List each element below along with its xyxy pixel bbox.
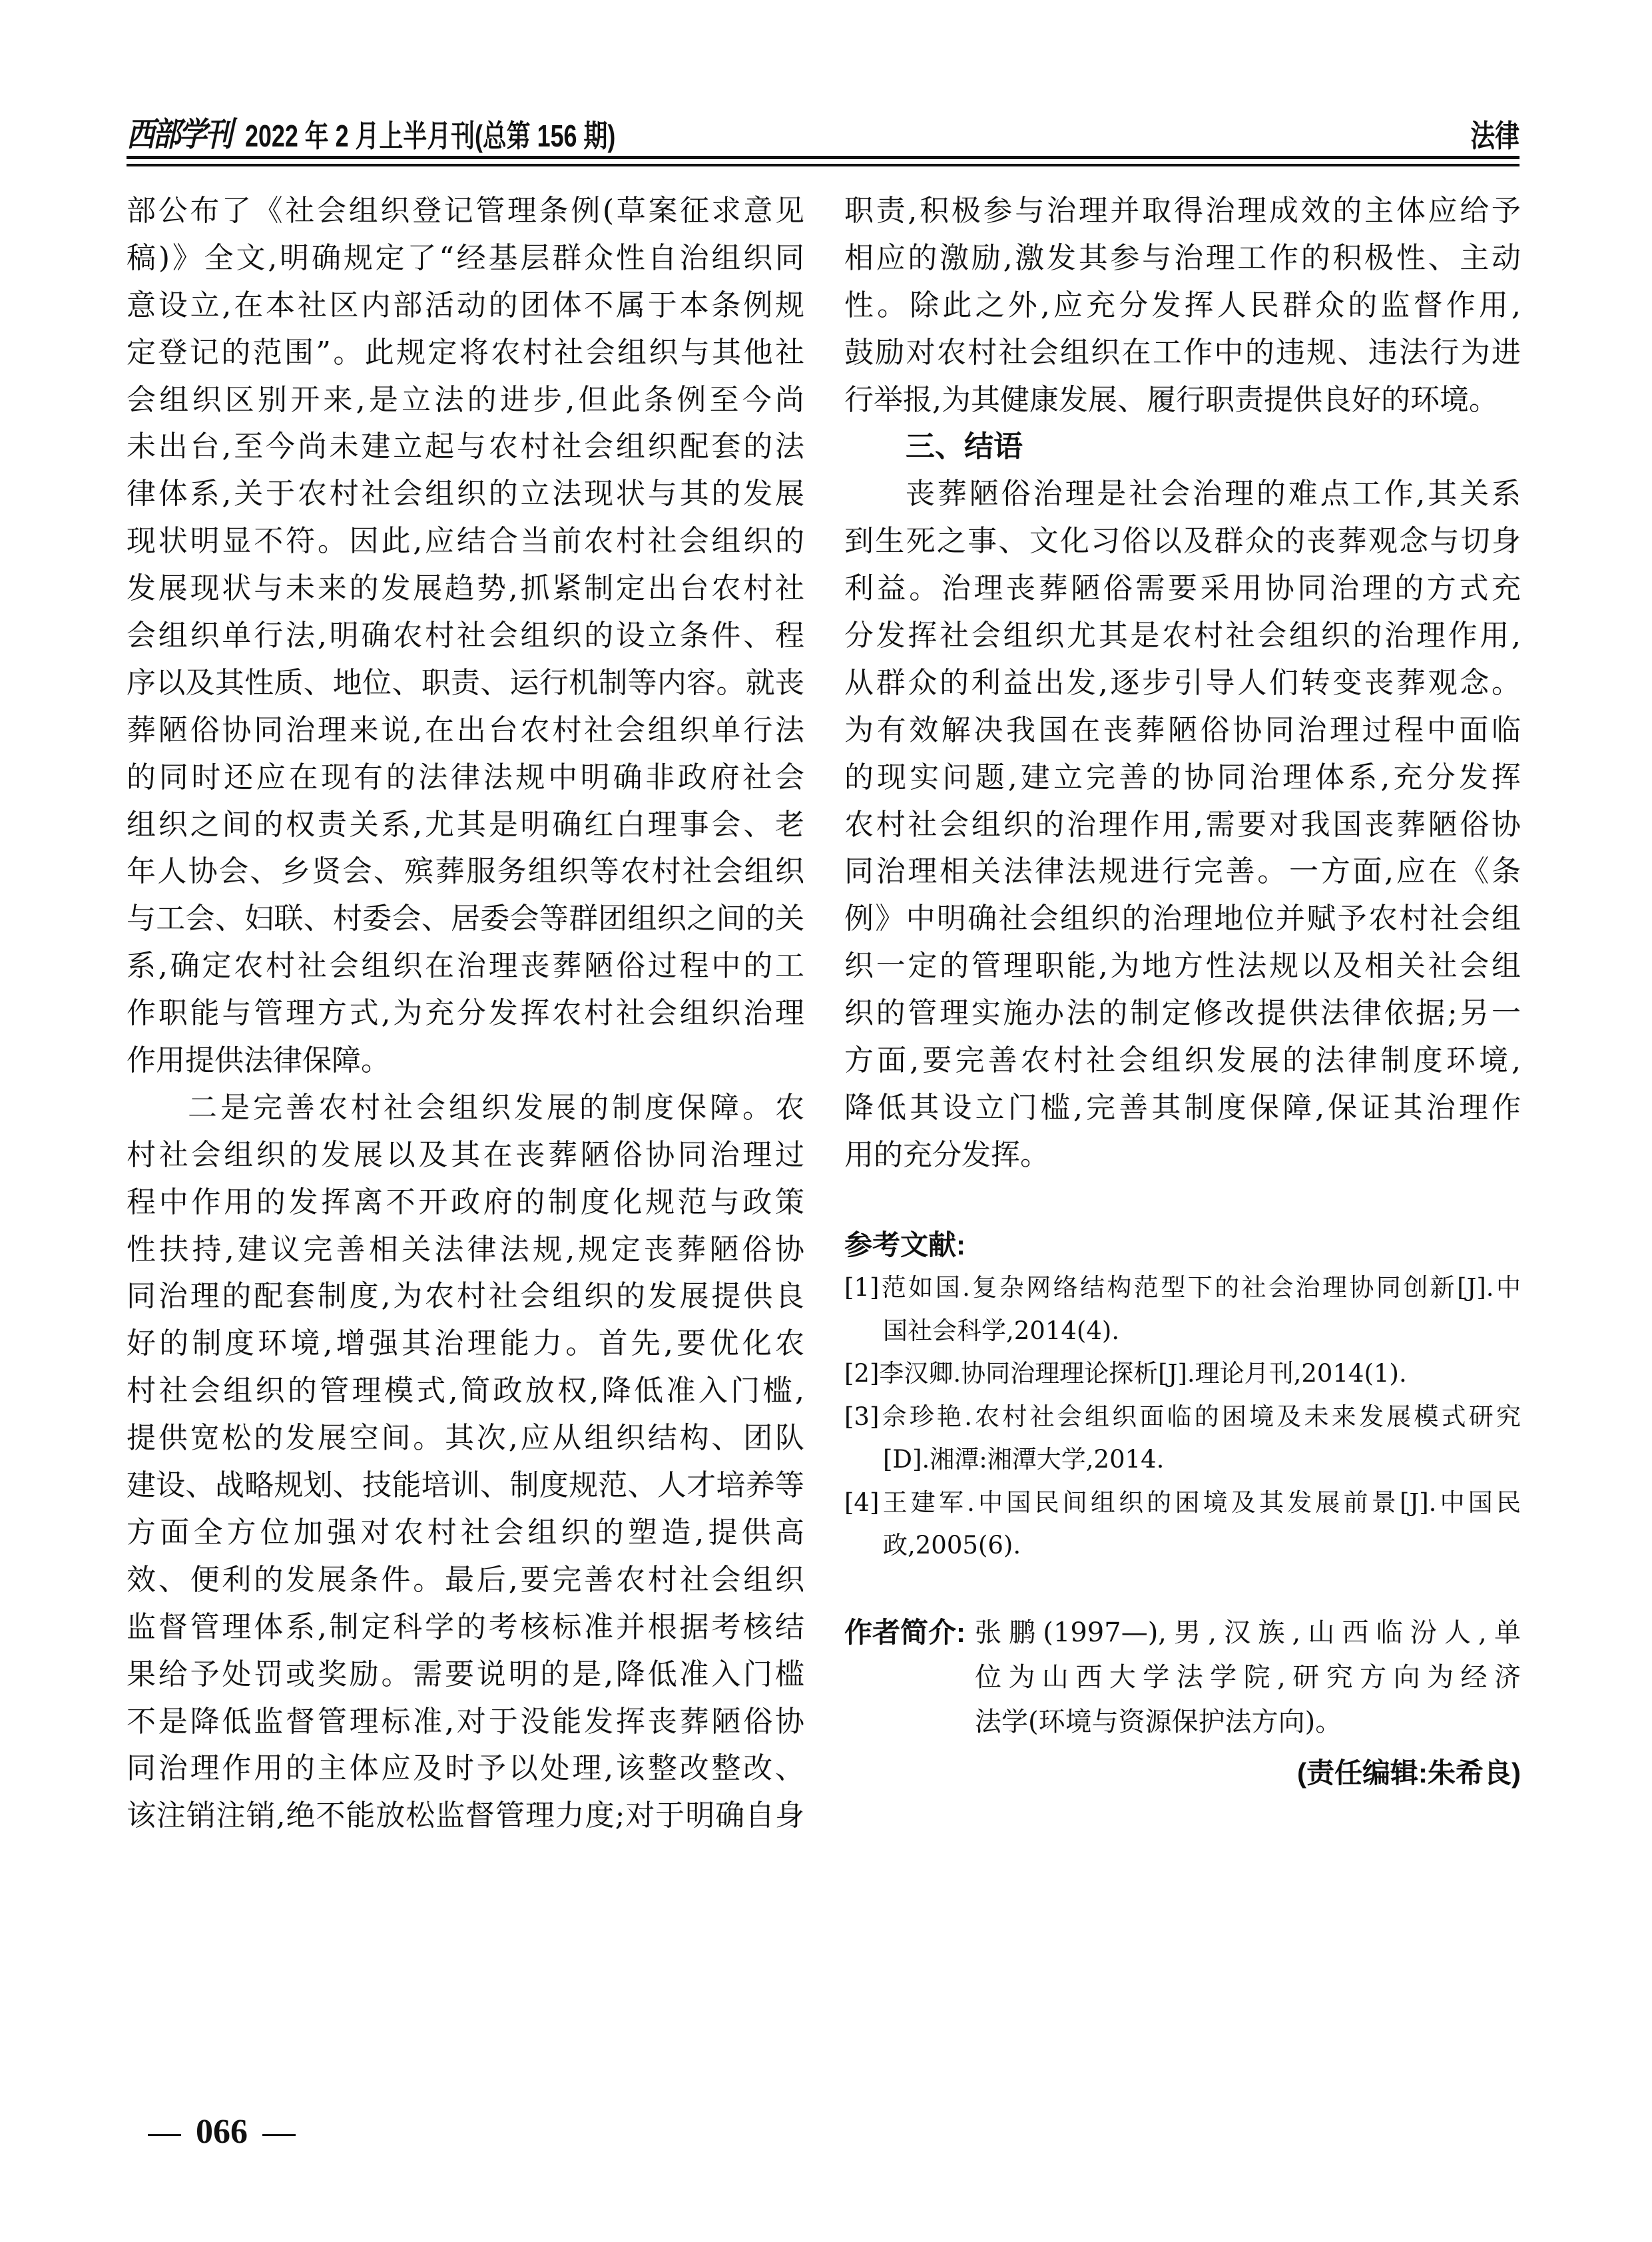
- paragraph-line: 村社会组织的管理模式,简政放权,降低准入门槛,: [127, 1374, 804, 1408]
- paragraph-line: 分发挥社会组织尤其是农村社会组织的治理作用,: [844, 619, 1521, 653]
- reference-item: [D].湘潭:湘潭大学,2014.: [883, 1445, 1165, 1474]
- reference-item: [2]李汉卿.协同治理理论探析[J].理论月刊,2014(1).: [844, 1359, 1407, 1388]
- reference-item: 政,2005(6).: [883, 1531, 1021, 1559]
- reference-item: 国社会科学,2014(4).: [883, 1316, 1120, 1345]
- paragraph-line: 序以及其性质、地位、职责、运行机制等内容。就丧: [127, 665, 804, 700]
- paragraph-line: 年人协会、乡贤会、殡葬服务组织等农村社会组织: [127, 854, 804, 889]
- references-section: [844, 1224, 1521, 1567]
- reference-item: [1]范如国.复杂网络结构范型下的社会治理协同创新[J].中: [844, 1273, 1521, 1302]
- paragraph-line: 好的制度环境,增强其治理能力。首先,要优化农: [127, 1326, 804, 1361]
- paragraph-line: 程中作用的发挥离不开政府的制度化规范与政策: [127, 1185, 804, 1219]
- reference-item: [3]佘珍艳.农村社会组织面临的困境及未来发展模式研究: [844, 1402, 1521, 1431]
- paragraph-line: 织的管理实施办法的制定修改提供法律依据;另一: [844, 996, 1521, 1031]
- author-bio-label: 作者简介:: [844, 1617, 965, 1648]
- responsible-editor: (责任编辑:朱希良): [1297, 1757, 1521, 1789]
- paragraph-line: 降低其设立门槛,完善其制度保障,保证其治理作: [844, 1090, 1521, 1125]
- header-rule-bottom: [127, 164, 1519, 166]
- issue-info: 2022 年 2 月上半月刊(总第 156 期): [245, 119, 616, 153]
- paragraph-line: 稿)》全文,明确规定了“经基层群众性自治组织同: [127, 240, 804, 275]
- paragraph-line: 作用提供法律保障。: [127, 1043, 390, 1078]
- paragraph-line: 未出台,至今尚未建立起与农村社会组织配套的法: [127, 429, 804, 464]
- paragraph-line: 相应的激励,激发其参与治理工作的积极性、主动: [844, 240, 1521, 275]
- paragraph-line: 同治理相关法律法规进行完善。一方面,应在《条: [844, 854, 1521, 889]
- paragraph-line: 用的充分发挥。: [844, 1137, 1049, 1172]
- paragraph-line: 组织之间的权责关系,尤其是明确红白理事会、老: [127, 807, 805, 842]
- paragraph-line: 性。除此之外,应充分发挥人民群众的监督作用,: [844, 288, 1521, 322]
- paragraph-line: 与工会、妇联、村委会、居委会等群团组织之间的关: [127, 902, 804, 936]
- paragraph-line: 同治理作用的主体应及时予以处理,该整改整改、: [127, 1751, 804, 1786]
- right-column: [844, 188, 1521, 1179]
- page-number-value: 066: [196, 2113, 248, 2151]
- paragraph-line: 定登记的范围”。此规定将农村社会组织与其他社: [127, 335, 804, 370]
- paragraph-line: 系,确定农村社会组织在治理丧葬陋俗过程中的工: [127, 949, 805, 983]
- paragraph-line: 不是降低监督管理标准,对于没能发挥丧葬陋俗协: [127, 1704, 804, 1739]
- paragraph-line: 会组织单行法,明确农村社会组织的设立条件、程: [127, 619, 804, 653]
- paragraph-line: 到生死之事、文化习俗以及群众的丧葬观念与切身: [844, 524, 1521, 559]
- paragraph-line: 律体系,关于农村社会组织的立法现状与其的发展: [127, 477, 804, 511]
- paragraph-line: 会组织区别开来,是立法的进步,但此条例至今尚: [127, 382, 804, 417]
- paragraph-line: 同治理的配套制度,为农村社会组织的发展提供良: [127, 1279, 804, 1314]
- section-heading: 三、结语: [906, 430, 1023, 463]
- journal-logo: 西部学刊: [127, 115, 231, 154]
- paragraph-line: 方面全方位加强对农村社会组织的塑造,提供高: [127, 1515, 804, 1549]
- paragraph-line: 性扶持,建议完善相关法律法规,规定丧葬陋俗协: [127, 1232, 804, 1266]
- paragraph-line: 丧葬陋俗治理是社会治理的难点工作,其关系: [906, 477, 1521, 511]
- header-rule-top: [127, 156, 1519, 159]
- paragraph-line: 二是完善农村社会组织发展的制度保障。农: [188, 1090, 804, 1125]
- paragraph-line: 意设立,在本社区内部活动的团体不属于本条例规: [127, 288, 804, 322]
- paragraph-line: 该注销注销,绝不能放松监督管理力度;对于明确自身: [127, 1799, 804, 1833]
- paragraph-line: 发展现状与未来的发展趋势,抓紧制定出台农村社: [127, 571, 804, 606]
- page-number-dash-right: [262, 2134, 296, 2136]
- paragraph-line: 从群众的利益出发,逐步引导人们转变丧葬观念。: [844, 665, 1521, 700]
- paragraph-line: 为有效解决我国在丧葬陋俗协同治理过程中面临: [844, 712, 1521, 747]
- paragraph-line: 例》中明确社会组织的治理地位并赋予农村社会组: [844, 902, 1521, 936]
- running-header: [127, 107, 1519, 153]
- paragraph-line: 现状明显不符。因此,应结合当前农村社会组织的: [127, 524, 805, 559]
- author-bio-line: 法学(环境与资源保护法方向)。: [975, 1707, 1342, 1737]
- references-title: 参考文献:: [844, 1229, 965, 1261]
- left-column: [127, 188, 804, 1840]
- paragraph-line: 提供宽松的发展空间。其次,应从组织结构、团队: [127, 1421, 804, 1456]
- section-name: 法律: [1470, 119, 1519, 153]
- page-number-dash-left: [148, 2134, 181, 2136]
- paragraph-line: 村社会组织的发展以及其在丧葬陋俗协同治理过: [127, 1137, 804, 1172]
- paragraph-line: 的同时还应在现有的法律法规中明确非政府社会: [127, 760, 804, 794]
- paragraph-line: 果给予处罚或奖励。需要说明的是,降低准入门槛: [127, 1657, 804, 1691]
- paragraph-line: 行举报,为其健康发展、履行职责提供良好的环境。: [844, 382, 1498, 417]
- paragraph-line: 部公布了《社会组织登记管理条例(草案征求意见: [127, 194, 804, 228]
- author-bio-line: 张鹏(1997—),男,汉族,山西临汾人,单: [975, 1617, 1521, 1648]
- paragraph-line: 职责,积极参与治理并取得治理成效的主体应给予: [844, 194, 1521, 228]
- page-number: [133, 2112, 310, 2151]
- reference-item: [4]王建军.中国民间组织的困境及其发展前景[J].中国民: [844, 1488, 1521, 1517]
- paragraph-line: 农村社会组织的治理作用,需要对我国丧葬陋俗协: [844, 807, 1521, 842]
- paragraph-line: 利益。治理丧葬陋俗需要采用协同治理的方式充: [844, 571, 1521, 606]
- paragraph-line: 鼓励对农村社会组织在工作中的违规、违法行为进: [844, 335, 1521, 370]
- paragraph-line: 的现实问题,建立完善的协同治理体系,充分发挥: [844, 760, 1521, 794]
- paragraph-line: 监督管理体系,制定科学的考核标准并根据考核结: [127, 1609, 804, 1644]
- paragraph-line: 织一定的管理职能,为地方性法规以及相关社会组: [844, 949, 1521, 983]
- author-bio-text: [975, 1610, 1521, 1744]
- paragraph-line: 效、便利的发展条件。最后,要完善农村社会组织: [127, 1562, 804, 1597]
- paragraph-line: 葬陋俗协同治理来说,在出台农村社会组织单行法: [127, 712, 805, 747]
- paragraph-line: 建设、战略规划、技能培训、制度规范、人才培养等: [127, 1468, 804, 1503]
- author-bio-line: 位为山西大学法学院,研究方向为经济: [975, 1662, 1521, 1693]
- paragraph-line: 作职能与管理方式,为充分发挥农村社会组织治理: [127, 996, 804, 1031]
- paragraph-line: 方面,要完善农村社会组织发展的法律制度环境,: [844, 1043, 1521, 1078]
